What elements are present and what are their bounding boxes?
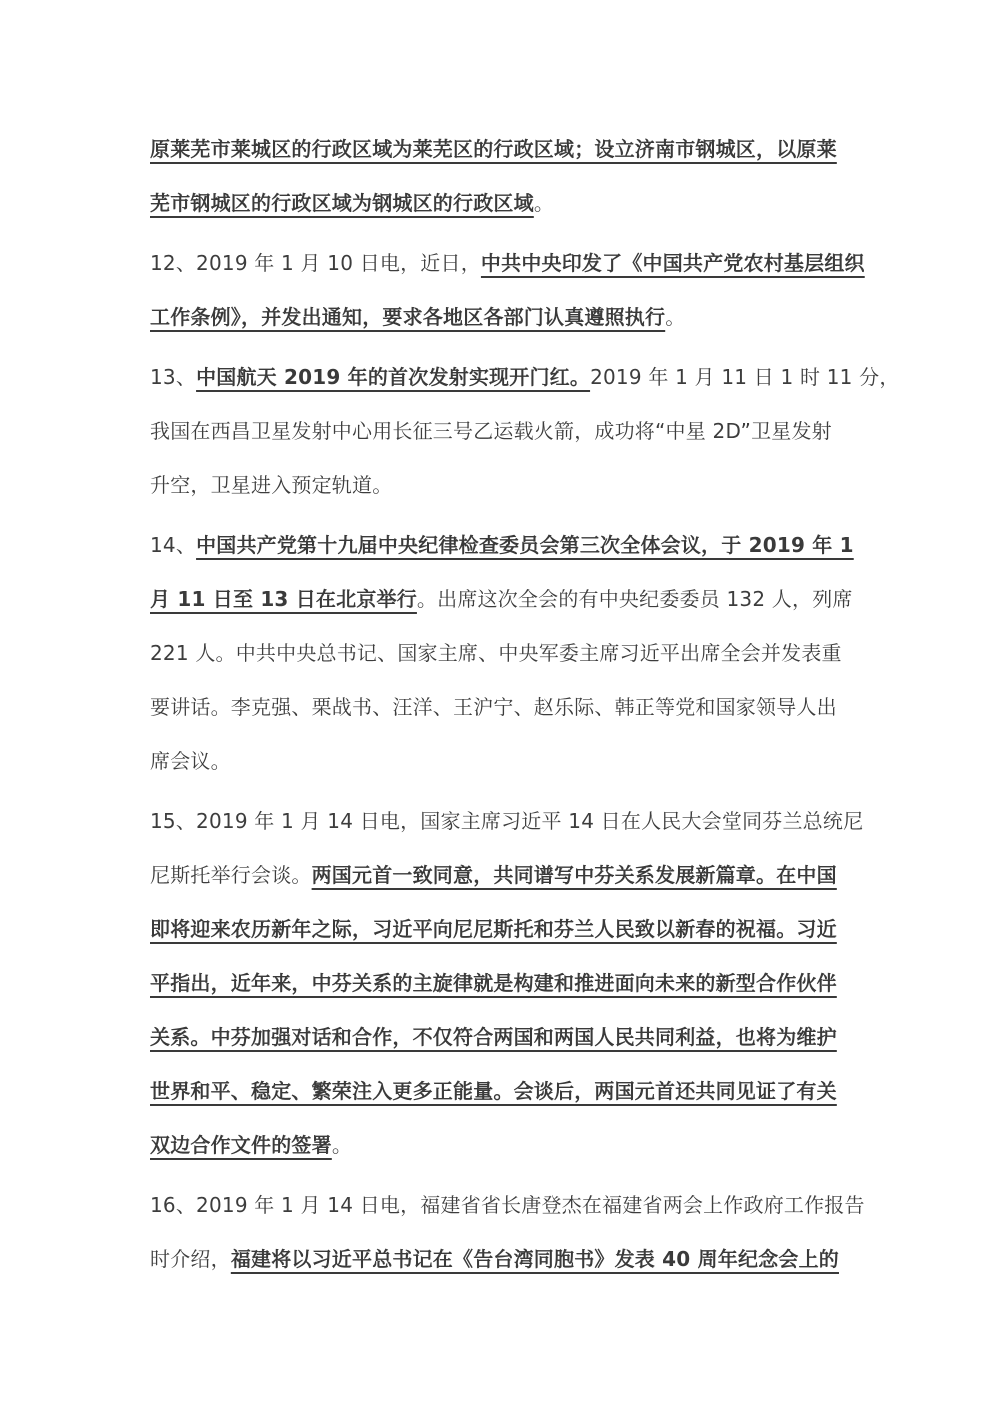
text-line — [150, 122, 850, 176]
emphasized-text: 两国元首一致同意，共同谱写中芬关系发展新篇章。在中国 — [311, 863, 837, 887]
text-line — [150, 290, 850, 344]
document-body — [150, 122, 900, 1286]
text-line — [150, 404, 850, 458]
text-line — [150, 458, 850, 512]
body-text: 13、 — [150, 365, 197, 389]
emphasized-text: 原莱芜市莱城区的行政区域为莱芜区的行政区域；设立济南市钢城区，以原莱 — [150, 137, 837, 161]
paragraph — [150, 122, 850, 230]
emphasized-text: 中国航天 2019 年的首次发射实现开门红。 — [196, 365, 591, 389]
body-text: 14、 — [150, 533, 197, 557]
emphasized-text: 工作条例》，并发出通知，要求各地区各部门认真遵照执行 — [150, 305, 666, 329]
text-line — [150, 1118, 850, 1172]
body-text: 我国在西昌卫星发射中心用长征三号乙运载火箭，成功将“中星 2D”卫星发射 — [150, 419, 832, 443]
emphasized-text: 芜市钢城区的行政区域为钢城区的行政区域 — [150, 191, 534, 215]
text-line — [150, 350, 900, 404]
text-line — [150, 794, 864, 848]
text-line — [150, 734, 850, 788]
emphasized-text: 平指出，近年来，中芬关系的主旋律就是构建和推进面向未来的新型合作伙伴 — [150, 971, 837, 995]
text-line — [150, 1010, 850, 1064]
body-text: 升空，卫星进入预定轨道。 — [150, 473, 393, 497]
text-line — [150, 236, 865, 290]
body-text: 221 人。中共中央总书记、国家主席、中央军委主席习近平出席全会并发表重 — [150, 641, 842, 665]
emphasized-text: 中共中央印发了《中国共产党农村基层组织 — [480, 251, 865, 275]
text-line — [150, 626, 850, 680]
text-line — [150, 848, 850, 902]
emphasized-text: 月 11 日至 13 日在北京举行 — [150, 587, 417, 611]
body-text: 16、2019 年 1 月 14 日电，福建省省长唐登杰在福建省两会上作政府工作报告 — [150, 1193, 865, 1217]
text-line — [150, 1064, 850, 1118]
emphasized-text: 即将迎来农历新年之际，习近平向尼尼斯托和芬兰人民致以新春的祝福。习近 — [150, 917, 837, 941]
emphasized-text: 福建将以习近平总书记在《告台湾同胞书》发表 40 周年纪念会上的 — [230, 1247, 839, 1271]
text-line — [150, 1178, 865, 1232]
paragraph — [150, 236, 865, 344]
emphasized-text: 双边合作文件的签署 — [150, 1133, 332, 1157]
body-text: 尼斯托举行会谈。 — [150, 863, 312, 887]
text-line — [150, 680, 850, 734]
text-line — [150, 572, 853, 626]
emphasized-text: 中国共产党第十九届中央纪律检查委员会第三次全体会议，于 2019 年 1 — [196, 533, 854, 557]
text-line — [150, 956, 850, 1010]
body-text: 。 — [665, 305, 686, 329]
body-text: 。出席这次全会的有中央纪委委员 132 人，列席 — [416, 587, 853, 611]
emphasized-text: 世界和平、稳定、繁荣注入更多正能量。会谈后，两国元首还共同见证了有关 — [150, 1079, 837, 1103]
body-text: 2019 年 1 月 11 日 1 时 11 分， — [590, 365, 900, 389]
text-line — [150, 176, 850, 230]
paragraph — [150, 350, 900, 512]
body-text: 。 — [533, 191, 555, 215]
paragraph — [150, 518, 854, 788]
body-text: 席会议。 — [150, 749, 231, 773]
paragraph — [150, 1178, 865, 1286]
body-text: 。 — [331, 1133, 353, 1157]
text-line — [150, 1232, 850, 1286]
body-text: 时介绍， — [150, 1247, 231, 1271]
body-text: 12、2019 年 1 月 10 日电，近日， — [150, 251, 481, 275]
paragraph — [150, 794, 864, 1172]
emphasized-text: 关系。中芬加强对话和合作，不仅符合两国和两国人民共同利益，也将为维护 — [150, 1025, 837, 1049]
body-text: 要讲话。李克强、栗战书、汪洋、王沪宁、赵乐际、韩正等党和国家领导人出 — [150, 695, 837, 719]
text-line — [150, 518, 854, 572]
text-line — [150, 902, 850, 956]
body-text: 15、2019 年 1 月 14 日电，国家主席习近平 14 日在人民大会堂同芬兰总统尼 — [150, 809, 864, 833]
